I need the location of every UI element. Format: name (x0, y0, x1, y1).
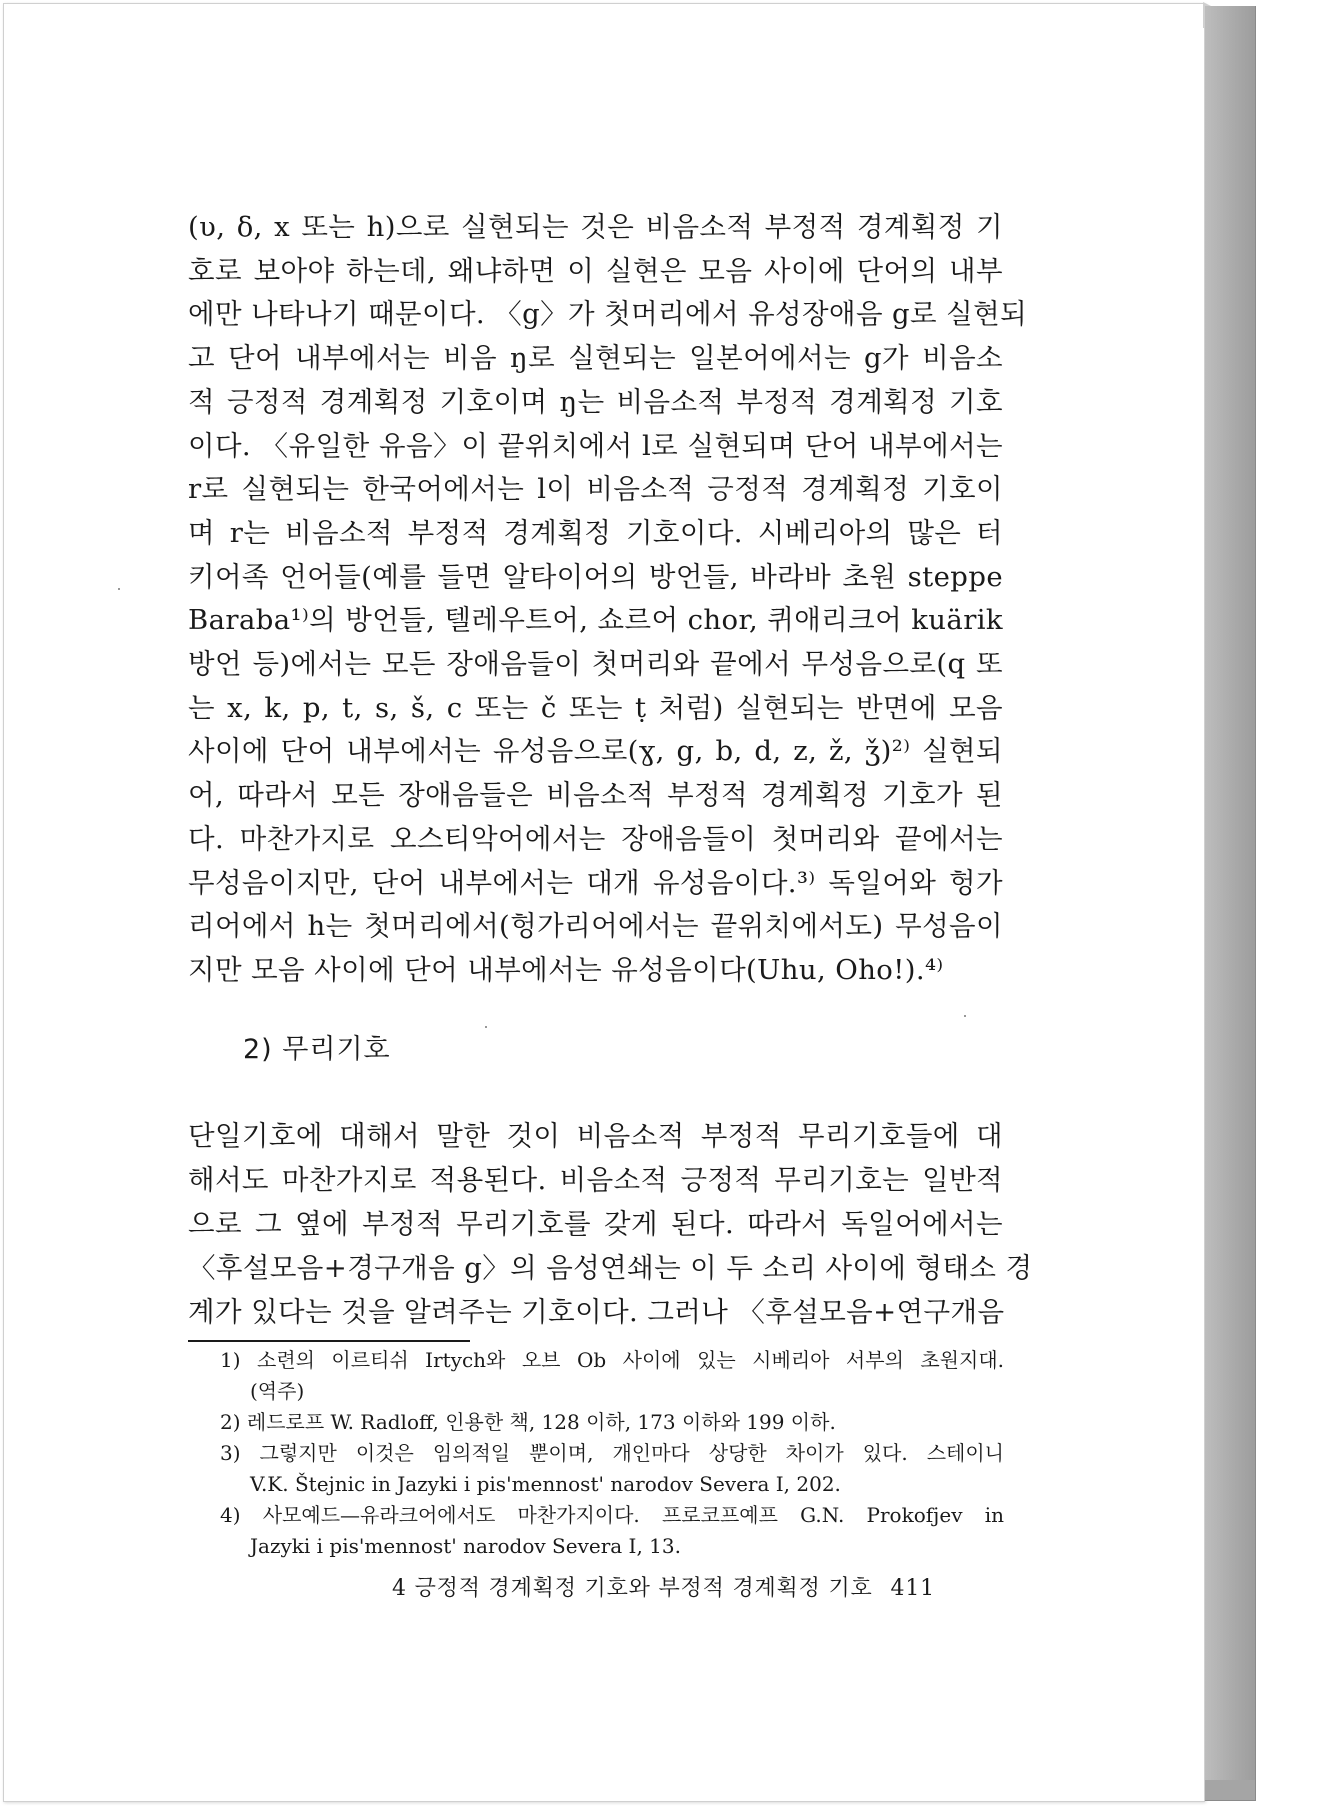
text-line: 다. 마찬가지로 오스티악어에서는 장애음들이 첫머리와 끝에서는 (188, 822, 1003, 855)
text-line: 호로 보아야 하는데, 왜냐하면 이 실현은 모음 사이에 단어의 내부 (188, 254, 1003, 287)
text-line: (υ, δ, x 또는 h)으로 실현되는 것은 비음소적 부정적 경계획정 기 (188, 211, 1003, 243)
text-line: 무성음이지만, 단어 내부에서는 대개 유성음이다.³⁾ 독일어와 헝가 (188, 866, 1003, 899)
page-footer (392, 1572, 935, 1606)
text-line: 지만 모음 사이에 단어 내부에서는 유성음이다(Uhu, Oho!).⁴⁾ (188, 953, 944, 986)
footnote-line: V.K. Štejnic in Jazyki i pis'mennost' narodov Severa Ⅰ, 202. (250, 1472, 841, 1496)
text-line: 단일기호에 대해서 말한 것이 비음소적 부정적 무리기호들에 대 (188, 1120, 1003, 1152)
scan-speck (118, 588, 120, 590)
text-line: Baraba¹⁾의 방언들, 텔레우트어, 쇼르어 chor, 퀴애리크어 kuärik (188, 604, 1003, 637)
text-line: 이다. 〈유일한 유음〉이 끝위치에서 l로 실현되며 단어 내부에서는 (188, 429, 1003, 462)
scan-speck (964, 1015, 966, 1017)
footnotes (220, 1345, 1004, 1562)
paragraph-2 (188, 1114, 1033, 1334)
running-title: 4 긍정적 경계획정 기호와 부정적 경계획정 기호 (392, 1576, 873, 1601)
text-line: 고 단어 내부에서는 비음 ŋ로 실현되는 일본어에서는 g가 비음소 (188, 342, 1003, 375)
text-line: 키어족 언어들(예를 들면 알타이어의 방언들, 바라바 초원 steppe (188, 560, 1003, 593)
footnote-line: 4) 사모예드—유라크어에서도 마찬가지이다. 프로코프예프 G.N. Prokofjev in (220, 1503, 1004, 1527)
page-number: 411 (890, 1576, 935, 1601)
text-line: 어, 따라서 모든 장애음들은 비음소적 부정적 경계획정 기호가 된 (188, 779, 1003, 812)
text-line: 며 r는 비음소적 부정적 경계획정 기호이다. 시베리아의 많은 터 (188, 516, 1003, 549)
text-line: 리어에서 h는 첫머리에서(헝가리어에서는 끝위치에서도) 무성음이 (188, 910, 1003, 943)
text-line: 사이에 단어 내부에서는 유성음으로(ɣ, g, b, d, z, ž, ǯ)²⁾ 실현되 (188, 735, 1003, 768)
footnote-2 (220, 1407, 1004, 1438)
text-line: 〈후설모음+경구개음 g〉의 음성연쇄는 이 두 소리 사이에 형태소 경 (188, 1252, 1033, 1284)
footnote-divider (188, 1340, 470, 1342)
page-stack-edge (1205, 6, 1256, 1801)
text-line: 는 x, k, p, t, s, š, c 또는 č 또는 ṭ 처럼) 실현되는 반면에 모음 (188, 691, 1003, 724)
footnote-line: (역주) (250, 1379, 305, 1403)
footnote-1 (220, 1345, 1004, 1407)
text-line: r로 실현되는 한국어에서는 l이 비음소적 긍정적 경계획정 기호이 (188, 473, 1003, 506)
footnote-line: Jazyki i pis'mennost' narodov Severa Ⅰ, 13. (250, 1534, 681, 1558)
text-line: 방언 등)에서는 모든 장애음들이 첫머리와 끝에서 무성음으로(q 또 (188, 648, 1003, 681)
page-stack-bottom-edge (1205, 1780, 1255, 1800)
footnote-4 (220, 1500, 1004, 1562)
section-heading: 2) 무리기호 (243, 1034, 391, 1065)
scan-speck (485, 1026, 487, 1028)
footnote-line: 1) 소련의 이르티쉬 Irtych와 오브 Ob 사이에 있는 시베리아 서부의 초원지대. (220, 1348, 1004, 1372)
paragraph-1 (188, 206, 1028, 993)
text-line: 적 긍정적 경계획정 기호이며 ŋ는 비음소적 부정적 경계획정 기호 (188, 385, 1003, 418)
text-line: 해서도 마찬가지로 적용된다. 비음소적 긍정적 무리기호는 일반적 (188, 1164, 1003, 1196)
footnote-line: 2) 레드로프 W. Radloff, 인용한 책, 128 이하, 173 이하와 199 이하. (220, 1410, 836, 1434)
text-line: 으로 그 옆에 부정적 무리기호를 갖게 된다. 따라서 독일어에서는 (188, 1208, 1003, 1240)
text-line: 계가 있다는 것을 알려주는 기호이다. 그러나 〈후설모음+연구개음 (188, 1296, 1005, 1328)
footnote-3 (220, 1438, 1004, 1500)
text-line: 에만 나타나기 때문이다. 〈g〉가 첫머리에서 유성장애음 g로 실현되 (188, 298, 1028, 331)
footnote-line: 3) 그렇지만 이것은 임의적일 뿐이며, 개인마다 상당한 차이가 있다. 스테이니 (220, 1441, 1004, 1465)
